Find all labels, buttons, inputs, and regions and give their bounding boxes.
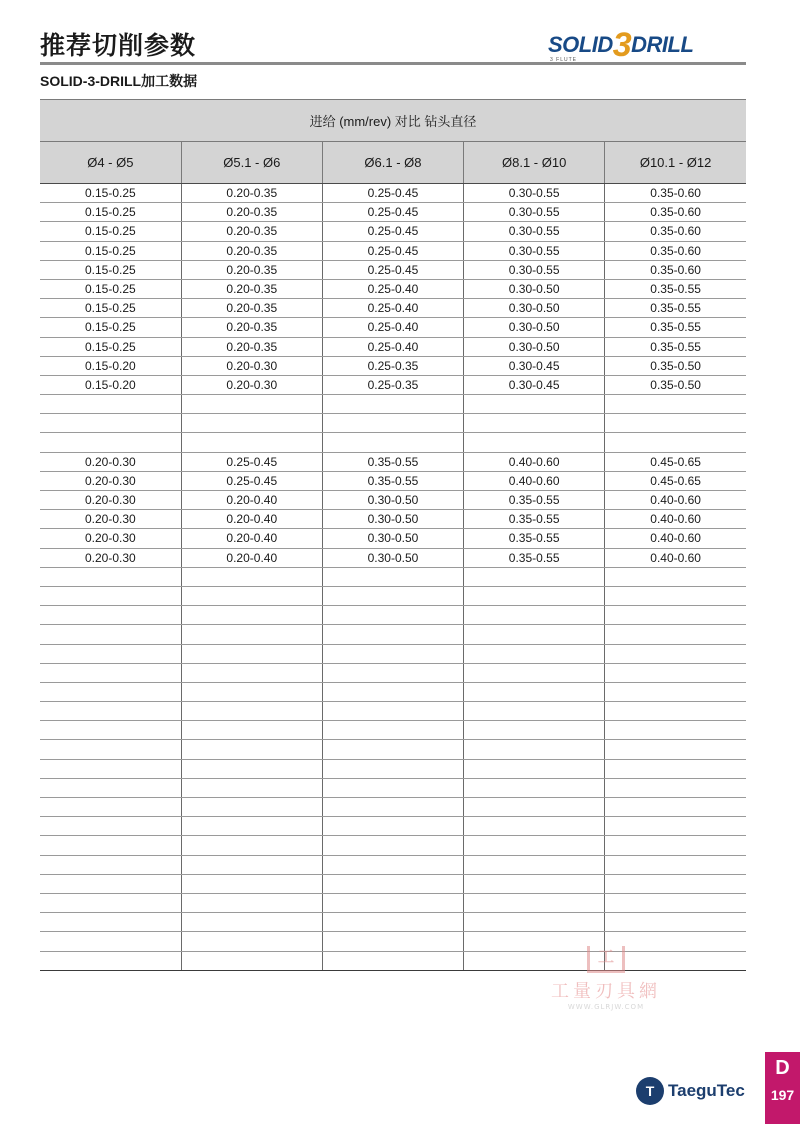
table-cell: 0.45-0.65 [605, 452, 746, 471]
table-cell [322, 817, 463, 836]
table-cell: 0.20-0.40 [181, 548, 322, 567]
table-cell: 0.30-0.55 [464, 241, 605, 260]
table-cell [322, 663, 463, 682]
table-row [40, 337, 746, 356]
column-header: Ø8.1 - Ø10 [464, 142, 605, 184]
table-row [40, 759, 746, 778]
table-row [40, 548, 746, 567]
table-cell [181, 798, 322, 817]
table-cell [605, 778, 746, 797]
table-cell [322, 836, 463, 855]
table-cell [605, 836, 746, 855]
table-cell: 0.40-0.60 [464, 471, 605, 490]
column-header: Ø5.1 - Ø6 [181, 142, 322, 184]
table-cell [464, 586, 605, 605]
table-cell [322, 951, 463, 970]
table-cell [40, 855, 181, 874]
section-letter: D [775, 1057, 790, 1079]
table-cell: 0.35-0.55 [464, 529, 605, 548]
table-cell [181, 778, 322, 797]
table-cell: 0.20-0.40 [181, 491, 322, 510]
table-cell [605, 606, 746, 625]
table-cell [40, 644, 181, 663]
table-row [40, 855, 746, 874]
table-row [40, 510, 746, 529]
table-row [40, 414, 746, 433]
table-cell: 0.40-0.60 [605, 510, 746, 529]
table-cell [605, 817, 746, 836]
table-row [40, 241, 746, 260]
table-cell [605, 414, 746, 433]
watermark-logo-icon: 工 [587, 946, 625, 973]
table-cell: 0.40-0.60 [464, 452, 605, 471]
table-cell [181, 682, 322, 701]
table-cell [605, 644, 746, 663]
table-cell: 0.20-0.35 [181, 241, 322, 260]
taegutec-brand: TaeguTec [668, 1081, 745, 1100]
table-cell [605, 586, 746, 605]
table-row [40, 260, 746, 279]
table-cell: 0.30-0.45 [464, 375, 605, 394]
table-cell: 0.35-0.55 [322, 471, 463, 490]
table-cell [181, 644, 322, 663]
table-row [40, 318, 746, 337]
table-cell: 0.20-0.30 [40, 548, 181, 567]
table-row [40, 279, 746, 298]
table-cell [40, 913, 181, 932]
page-subtitle: SOLID-3-DRILL加工数据 [40, 73, 198, 89]
table-cell [322, 644, 463, 663]
table-cell [464, 874, 605, 893]
table-cell: 0.20-0.30 [181, 356, 322, 375]
table-row [40, 567, 746, 586]
table-cell [322, 625, 463, 644]
table-row [40, 356, 746, 375]
table-cell: 0.15-0.25 [40, 299, 181, 318]
table-row [40, 299, 746, 318]
table-cell: 0.20-0.30 [40, 491, 181, 510]
table-cell [181, 702, 322, 721]
table-cell [40, 893, 181, 912]
table-cell: 0.25-0.40 [322, 279, 463, 298]
table-cell [181, 817, 322, 836]
table-cell: 0.15-0.25 [40, 318, 181, 337]
table-cell: 0.35-0.55 [605, 279, 746, 298]
table-cell [605, 913, 746, 932]
table-cell [40, 414, 181, 433]
table-row [40, 222, 746, 241]
table-cell: 0.20-0.35 [181, 203, 322, 222]
table-cell [40, 606, 181, 625]
page-number: 197 [770, 1087, 795, 1103]
table-cell [181, 855, 322, 874]
table-row [40, 893, 746, 912]
table-cell [605, 567, 746, 586]
table-cell [464, 913, 605, 932]
table-cell [40, 682, 181, 701]
table-cell: 0.15-0.25 [40, 184, 181, 203]
table-cell [40, 932, 181, 951]
table-cell: 0.20-0.35 [181, 318, 322, 337]
table-cell: 0.15-0.25 [40, 203, 181, 222]
table-row [40, 586, 746, 605]
table-cell [605, 395, 746, 414]
table-cell: 0.35-0.60 [605, 260, 746, 279]
table-cell: 0.45-0.65 [605, 471, 746, 490]
table-cell [40, 567, 181, 586]
table-cell [181, 586, 322, 605]
table-cell [322, 874, 463, 893]
table-cell [181, 913, 322, 932]
table-cell [322, 740, 463, 759]
table-cell: 0.20-0.35 [181, 299, 322, 318]
table-cell [40, 702, 181, 721]
table-cell: 0.15-0.20 [40, 356, 181, 375]
table-cell: 0.40-0.60 [605, 548, 746, 567]
table-cell: 0.20-0.35 [181, 337, 322, 356]
table-cell: 0.30-0.55 [464, 260, 605, 279]
table-cell [322, 606, 463, 625]
table-cell: 0.35-0.60 [605, 203, 746, 222]
table-row [40, 874, 746, 893]
brand-logo-part: 3 [612, 26, 632, 64]
table-cell [322, 702, 463, 721]
section-tab [765, 1052, 800, 1124]
brand-logo-part: SOLID [548, 32, 613, 57]
table-row [40, 702, 746, 721]
table-cell: 0.20-0.35 [181, 279, 322, 298]
brand-logo-part: DRILL [631, 32, 694, 57]
table-cell: 0.20-0.30 [40, 529, 181, 548]
table-cell: 0.30-0.55 [464, 203, 605, 222]
table-cell: 0.30-0.45 [464, 356, 605, 375]
table-cell [464, 606, 605, 625]
table-cell [181, 567, 322, 586]
table-cell: 0.30-0.50 [322, 529, 463, 548]
table-cell: 0.20-0.40 [181, 510, 322, 529]
taegutec-mark-icon: T [636, 1077, 664, 1105]
table-cell: 0.30-0.50 [322, 491, 463, 510]
table-cell: 0.25-0.40 [322, 299, 463, 318]
table-cell [605, 663, 746, 682]
table-cell: 0.40-0.60 [605, 491, 746, 510]
table-cell [464, 567, 605, 586]
table-cell: 0.30-0.50 [464, 299, 605, 318]
watermark [536, 946, 676, 1011]
table-cell [181, 663, 322, 682]
table-cell [181, 721, 322, 740]
table-cell: 0.25-0.35 [322, 375, 463, 394]
table-cell [464, 855, 605, 874]
table-cell: 0.30-0.50 [464, 337, 605, 356]
table-cell [464, 433, 605, 452]
table-row [40, 452, 746, 471]
table-cell [322, 414, 463, 433]
table-cell: 0.15-0.20 [40, 375, 181, 394]
table-cell [40, 586, 181, 605]
brand-tagline: 3 FLUTE [550, 57, 578, 63]
solid3drill-logo [548, 28, 748, 66]
table-cell [464, 893, 605, 912]
table-cell [605, 702, 746, 721]
table-cell: 0.25-0.35 [322, 356, 463, 375]
table-cell: 0.30-0.55 [464, 222, 605, 241]
table-cell: 0.25-0.40 [322, 318, 463, 337]
table-cell: 0.25-0.45 [322, 203, 463, 222]
table-cell: 0.20-0.30 [40, 452, 181, 471]
table-row [40, 721, 746, 740]
table-cell [40, 625, 181, 644]
table-cell: 0.35-0.50 [605, 356, 746, 375]
table-cell [40, 721, 181, 740]
table-row [40, 836, 746, 855]
table-cell [322, 682, 463, 701]
table-cell [464, 740, 605, 759]
table-cell: 0.35-0.55 [464, 491, 605, 510]
table-cell: 0.25-0.45 [322, 260, 463, 279]
table-row [40, 625, 746, 644]
table-row [40, 184, 746, 203]
column-header: Ø6.1 - Ø8 [322, 142, 463, 184]
table-row [40, 491, 746, 510]
table-cell: 0.35-0.60 [605, 184, 746, 203]
table-cell [181, 740, 322, 759]
table-cell: 0.15-0.25 [40, 260, 181, 279]
table-cell [464, 721, 605, 740]
table-cell [322, 721, 463, 740]
table-cell: 0.20-0.35 [181, 222, 322, 241]
table-cell [322, 567, 463, 586]
table-cell [181, 836, 322, 855]
table-row [40, 682, 746, 701]
table-cell [322, 893, 463, 912]
table-row [40, 644, 746, 663]
table-cell: 0.20-0.40 [181, 529, 322, 548]
table-cell: 0.30-0.50 [322, 548, 463, 567]
table-cell: 0.30-0.55 [464, 184, 605, 203]
table-row [40, 817, 746, 836]
table-cell [40, 874, 181, 893]
table-cell: 0.35-0.55 [322, 452, 463, 471]
table-cell [464, 625, 605, 644]
table-cell: 0.35-0.55 [605, 318, 746, 337]
table-cell [322, 932, 463, 951]
table-cell [40, 817, 181, 836]
table-cell [181, 606, 322, 625]
table-cell [40, 663, 181, 682]
table-cell: 0.40-0.60 [605, 529, 746, 548]
table-row [40, 606, 746, 625]
table-row [40, 740, 746, 759]
table-group-header: 进给 (mm/rev) 对比 钻头直径 [40, 100, 746, 142]
table-cell: 0.15-0.25 [40, 279, 181, 298]
table-cell: 0.30-0.50 [464, 318, 605, 337]
table-cell: 0.25-0.45 [181, 452, 322, 471]
table-cell: 0.15-0.25 [40, 337, 181, 356]
table-cell [464, 836, 605, 855]
table-cell [40, 740, 181, 759]
table-cell [181, 951, 322, 970]
table-cell [605, 893, 746, 912]
table-cell: 0.35-0.60 [605, 241, 746, 260]
table-cell [181, 874, 322, 893]
table-row [40, 395, 746, 414]
table-cell: 0.20-0.35 [181, 184, 322, 203]
table-cell: 0.25-0.45 [322, 184, 463, 203]
table-cell: 0.35-0.55 [605, 337, 746, 356]
table-row [40, 663, 746, 682]
table-cell [464, 817, 605, 836]
watermark-url: WWW.GLRJW.COM [567, 1003, 645, 1011]
table-cell [464, 778, 605, 797]
table-cell [40, 395, 181, 414]
table-cell [322, 798, 463, 817]
table-cell: 0.20-0.30 [181, 375, 322, 394]
table-cell: 0.25-0.45 [322, 241, 463, 260]
table-cell: 0.35-0.50 [605, 375, 746, 394]
table-cell [40, 433, 181, 452]
table-cell [322, 433, 463, 452]
table-cell [464, 414, 605, 433]
table-cell: 0.35-0.60 [605, 222, 746, 241]
table-cell: 0.30-0.50 [322, 510, 463, 529]
table-row [40, 913, 746, 932]
table-cell [181, 625, 322, 644]
table-cell [605, 855, 746, 874]
table-cell [181, 932, 322, 951]
table-cell: 0.25-0.45 [322, 222, 463, 241]
table-cell: 0.35-0.55 [605, 299, 746, 318]
table-cell [605, 740, 746, 759]
table-cell [40, 798, 181, 817]
table-cell [322, 759, 463, 778]
table-cell [181, 759, 322, 778]
table-cell [605, 759, 746, 778]
table-cell [605, 682, 746, 701]
table-row [40, 433, 746, 452]
table-cell [40, 836, 181, 855]
table-cell: 0.15-0.25 [40, 222, 181, 241]
table-row [40, 375, 746, 394]
column-header: Ø4 - Ø5 [40, 142, 181, 184]
column-header: Ø10.1 - Ø12 [605, 142, 746, 184]
table-cell [40, 778, 181, 797]
table-cell: 0.20-0.30 [40, 510, 181, 529]
table-cell [464, 644, 605, 663]
table-cell [605, 721, 746, 740]
table-cell [40, 759, 181, 778]
table-cell [322, 855, 463, 874]
table-cell [181, 893, 322, 912]
table-cell: 0.35-0.55 [464, 510, 605, 529]
table-cell: 0.25-0.40 [322, 337, 463, 356]
table-cell [181, 414, 322, 433]
table-cell [181, 433, 322, 452]
table-row [40, 798, 746, 817]
table-row [40, 203, 746, 222]
table-row [40, 471, 746, 490]
table-row [40, 778, 746, 797]
table-cell [464, 682, 605, 701]
table-cell: 0.30-0.50 [464, 279, 605, 298]
table-cell [605, 874, 746, 893]
taegutec-logo [636, 1074, 745, 1108]
table-cell [605, 625, 746, 644]
table-cell [181, 395, 322, 414]
table-row [40, 529, 746, 548]
table-cell [464, 798, 605, 817]
table-cell [605, 798, 746, 817]
table-cell [464, 395, 605, 414]
table-cell [40, 951, 181, 970]
table-cell: 0.20-0.35 [181, 260, 322, 279]
table-cell [464, 702, 605, 721]
table-cell [322, 913, 463, 932]
page-title: 推荐切削参数 [40, 31, 197, 60]
watermark-text: 工量刃具網 [551, 981, 661, 1002]
table-cell: 0.20-0.30 [40, 471, 181, 490]
table-cell [605, 433, 746, 452]
feed-rate-table [40, 99, 746, 971]
table-cell [322, 586, 463, 605]
table-cell: 0.15-0.25 [40, 241, 181, 260]
table-cell [464, 663, 605, 682]
table-cell [464, 759, 605, 778]
table-cell: 0.25-0.45 [181, 471, 322, 490]
table-cell: 0.35-0.55 [464, 548, 605, 567]
table-cell [322, 395, 463, 414]
table-cell [322, 778, 463, 797]
